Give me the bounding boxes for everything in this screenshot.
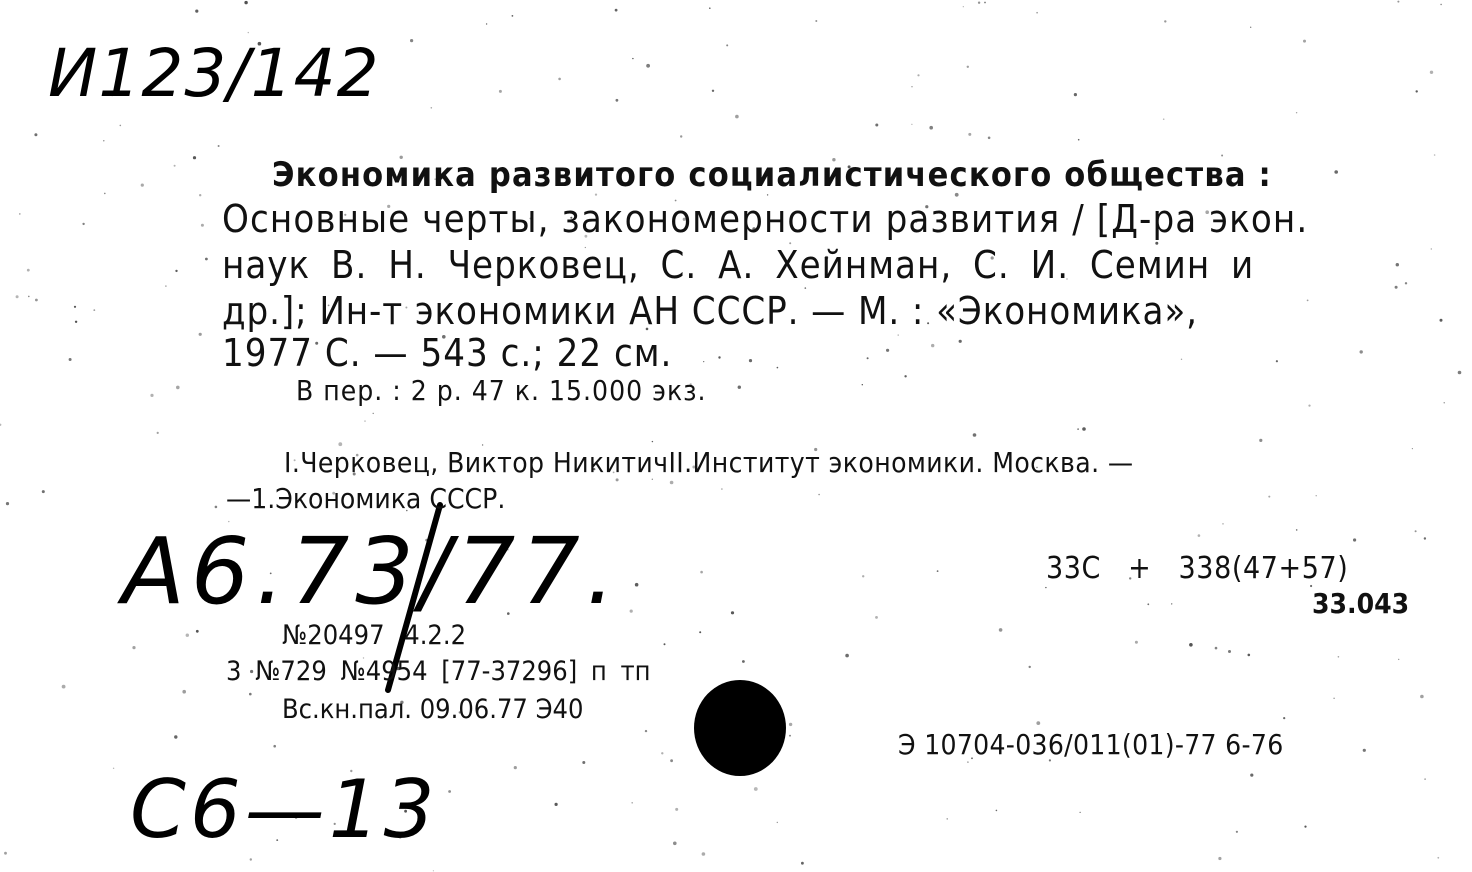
speckle — [929, 126, 933, 130]
speckle — [1222, 523, 1223, 524]
speckle — [1415, 530, 1417, 532]
speckle — [582, 761, 585, 764]
tracing-line-1-text: I.Черковец, Виктор НикитичII.Институт экономики. Москва. — — [284, 446, 1134, 479]
classification-index-1 — [1046, 552, 1348, 586]
card-body-line-3-text: др.]; Ин-т экономики АН СССР. — М. : «Экономика», — [222, 289, 1198, 333]
speckle — [801, 862, 804, 865]
speckle — [218, 145, 220, 147]
speckle — [1424, 537, 1426, 539]
speckle — [1189, 643, 1193, 647]
speckle — [433, 870, 434, 871]
speckle — [42, 490, 45, 493]
card-body-line-1 — [222, 196, 1308, 242]
price-line — [296, 374, 707, 408]
card-body-line-4-text: 1977 С. — 543 с.; 22 см. — [222, 331, 673, 375]
speckle — [1171, 603, 1172, 604]
speckle — [1236, 831, 1238, 833]
speckle — [777, 367, 779, 369]
speckle — [862, 575, 864, 577]
speckle — [113, 768, 114, 769]
order-line-text: 3 №729 №4954 [77-37296] п тп — [226, 656, 651, 687]
speckle — [1416, 90, 1418, 92]
speckle — [1198, 534, 1201, 537]
speckle — [615, 9, 618, 12]
punched-hole — [694, 680, 786, 776]
speckle — [875, 616, 878, 619]
speckle — [1308, 405, 1310, 407]
speckle — [1135, 641, 1138, 644]
speckle — [645, 730, 647, 732]
speckle — [917, 74, 919, 76]
book-chamber-line — [282, 694, 583, 726]
speckle — [1430, 71, 1433, 74]
speckle — [875, 124, 878, 127]
classification-index-2-text: 33.043 — [1312, 587, 1410, 620]
speckle — [1360, 350, 1363, 353]
speckle — [364, 420, 365, 421]
speckle — [19, 213, 21, 215]
handwritten-shelfmark-middle-text: А6.73/77. — [122, 518, 622, 625]
speckle — [1259, 439, 1262, 442]
speckle — [1363, 749, 1366, 752]
speckle — [1437, 857, 1439, 859]
speckle — [273, 745, 276, 748]
speckle — [196, 630, 199, 633]
speckle — [777, 822, 778, 823]
speckle — [6, 502, 9, 505]
speckle — [937, 570, 939, 572]
speckle — [1424, 778, 1426, 780]
card-body-line-3 — [222, 288, 1198, 334]
speckle — [0, 424, 1, 426]
speckle — [103, 140, 104, 141]
speckle — [176, 386, 180, 390]
speckle — [1398, 659, 1399, 660]
speckle — [699, 631, 701, 633]
speckle — [670, 481, 674, 485]
speckle — [27, 269, 30, 272]
speckle — [150, 394, 153, 397]
speckle — [69, 358, 72, 361]
tracing-line-1 — [284, 446, 1134, 480]
speckle — [1395, 286, 1398, 289]
speckle — [182, 690, 186, 694]
speckle — [670, 759, 673, 762]
speckle — [1296, 529, 1298, 531]
speckle — [680, 135, 682, 137]
speckle — [749, 359, 752, 362]
speckle — [721, 488, 723, 490]
speckle — [174, 735, 177, 738]
speckle — [1080, 812, 1081, 813]
speckle — [1307, 300, 1309, 302]
card-title-text: Экономика развитого социалистического общества : — [272, 155, 1272, 195]
speckle — [911, 124, 912, 125]
order-line — [226, 656, 651, 688]
speckle — [988, 137, 991, 140]
card-body-line-1-text: Основные черты, закономерности развития / [Д-ра экон. — [222, 197, 1309, 241]
speckle — [1248, 654, 1251, 657]
speckle — [132, 646, 135, 649]
classification-index-2 — [1312, 588, 1409, 620]
speckle — [16, 295, 19, 298]
speckle — [978, 2, 980, 4]
speckle — [738, 386, 741, 389]
speckle — [1181, 359, 1182, 360]
speckle — [75, 321, 77, 323]
speckle — [1434, 154, 1436, 156]
speckle — [215, 506, 218, 509]
speckle — [4, 852, 7, 855]
speckle — [652, 441, 653, 442]
speckle — [967, 66, 969, 68]
speckle — [1164, 20, 1166, 22]
book-chamber-line-text: Вс.кн.пал. 09.06.77 Э40 — [282, 694, 584, 725]
speckle — [199, 333, 202, 336]
speckle — [249, 693, 252, 696]
card-body-line-2 — [222, 242, 1254, 288]
speckle — [1045, 587, 1046, 588]
speckle — [703, 361, 704, 362]
speckle — [1036, 12, 1038, 14]
speckle — [165, 285, 166, 286]
tracing-line-2-text: —1.Экономика СССР. — [226, 482, 506, 515]
speckle — [1338, 656, 1340, 658]
speckle — [1078, 139, 1080, 141]
speckle — [1218, 857, 1221, 860]
speckle — [700, 571, 703, 574]
speckle — [1250, 27, 1251, 28]
speckle — [742, 660, 745, 663]
speckle — [709, 7, 711, 9]
speckle — [712, 90, 714, 92]
speckle — [1431, 248, 1432, 249]
speckle — [886, 349, 889, 352]
speckle — [1303, 40, 1306, 43]
speckle — [911, 86, 912, 87]
speckle — [410, 39, 413, 42]
speckle — [431, 107, 433, 109]
handwritten-shelfmark-middle — [122, 520, 621, 624]
speckle — [661, 752, 663, 754]
speckle — [1077, 428, 1079, 430]
speckle — [1296, 112, 1297, 113]
speckle — [815, 20, 817, 22]
speckle — [947, 818, 948, 819]
speckle — [984, 2, 986, 4]
speckle — [959, 340, 962, 343]
speckle — [664, 643, 666, 645]
speckle — [731, 611, 734, 614]
speckle — [1283, 717, 1285, 719]
speckle — [199, 194, 201, 196]
publisher-index-line-text: Э 10704-036/011(01)-77 6-76 — [898, 728, 1284, 761]
speckle — [1440, 319, 1443, 322]
handwritten-shelfmark-top-text: И123/142 — [48, 35, 380, 112]
speckle — [1147, 603, 1149, 605]
speckle — [789, 723, 792, 726]
speckle — [630, 610, 633, 613]
speckle — [1440, 4, 1441, 5]
speckle — [973, 433, 977, 437]
speckle — [867, 357, 869, 359]
speckle — [931, 344, 934, 347]
speckle — [486, 23, 487, 24]
speckle — [635, 583, 639, 587]
speckle — [1029, 666, 1031, 668]
number-line — [282, 620, 466, 652]
speckle — [862, 384, 863, 385]
classification-index-1-text: 33С + 338(47+57) — [1046, 551, 1349, 586]
speckle — [632, 58, 633, 59]
speckle — [726, 44, 728, 46]
speckle — [789, 735, 791, 737]
speckle — [448, 790, 451, 793]
handwritten-shelfmark-bottom-text: С6—13 — [130, 763, 439, 856]
speckle — [74, 306, 76, 308]
speckle — [616, 99, 619, 102]
speckle — [244, 1, 247, 4]
speckle — [675, 808, 678, 811]
speckle — [120, 125, 122, 127]
speckle — [1268, 496, 1270, 498]
speckle — [157, 432, 159, 434]
speckle — [1276, 360, 1278, 362]
speckle — [735, 115, 739, 119]
speckle — [201, 224, 204, 227]
speckle — [904, 375, 906, 377]
speckle — [1420, 695, 1424, 699]
speckle — [631, 802, 633, 804]
speckle — [1074, 93, 1077, 96]
card-title — [272, 152, 1382, 198]
speckle — [82, 223, 84, 225]
speckle — [34, 133, 37, 136]
speckle — [1082, 427, 1086, 431]
speckle — [373, 413, 374, 414]
speckle — [1036, 721, 1040, 725]
speckle — [1304, 826, 1306, 828]
speckle — [512, 15, 514, 17]
speckle — [195, 10, 198, 13]
speckle — [1163, 118, 1165, 120]
speckle — [996, 810, 998, 812]
speckle — [845, 654, 849, 658]
speckle — [818, 494, 820, 496]
speckle — [35, 299, 38, 302]
speckle — [175, 270, 177, 272]
handwritten-shelfmark-bottom — [130, 764, 439, 856]
speckle — [999, 628, 1003, 632]
speckle — [93, 309, 95, 311]
speckle — [968, 133, 971, 136]
speckle — [754, 787, 758, 791]
speckle — [1405, 282, 1407, 284]
speckle — [186, 634, 189, 637]
speckle — [1458, 371, 1462, 375]
speckle — [1412, 448, 1413, 449]
speckle — [1316, 495, 1317, 496]
publisher-index-line — [898, 728, 1284, 762]
speckle — [250, 858, 252, 860]
speckle — [1250, 774, 1253, 777]
speckle — [646, 64, 650, 68]
speckle — [898, 334, 899, 335]
speckle — [555, 803, 558, 806]
card-body-line-4 — [222, 330, 672, 376]
card-body-line-2-text: наук В. Н. Черковец, С. А. Хейнман, С. И. Семин и — [222, 243, 1255, 287]
handwritten-shelfmark-top — [48, 34, 380, 114]
speckle — [104, 193, 106, 195]
speckle — [1215, 647, 1218, 650]
speckle — [963, 6, 964, 7]
tracing-line-2 — [226, 482, 505, 516]
speckle — [558, 78, 561, 81]
number-line-text: №20497 4.2.2 — [282, 620, 467, 651]
speckle — [28, 296, 30, 298]
speckle — [514, 766, 517, 769]
speckle — [174, 165, 176, 167]
speckle — [1396, 263, 1399, 266]
speckle — [205, 258, 208, 261]
speckle — [141, 184, 144, 187]
speckle — [62, 685, 66, 689]
speckle — [1397, 1, 1399, 3]
speckle — [1444, 402, 1445, 403]
price-line-text: В пер. : 2 р. 47 к. 15.000 экз. — [296, 374, 707, 407]
speckle — [1353, 538, 1356, 541]
speckle — [673, 842, 677, 846]
speckle — [499, 90, 502, 93]
speckle — [1333, 698, 1334, 699]
speckle — [1228, 650, 1231, 653]
speckle — [718, 356, 720, 358]
speckle — [702, 852, 706, 856]
speckle — [193, 156, 196, 159]
